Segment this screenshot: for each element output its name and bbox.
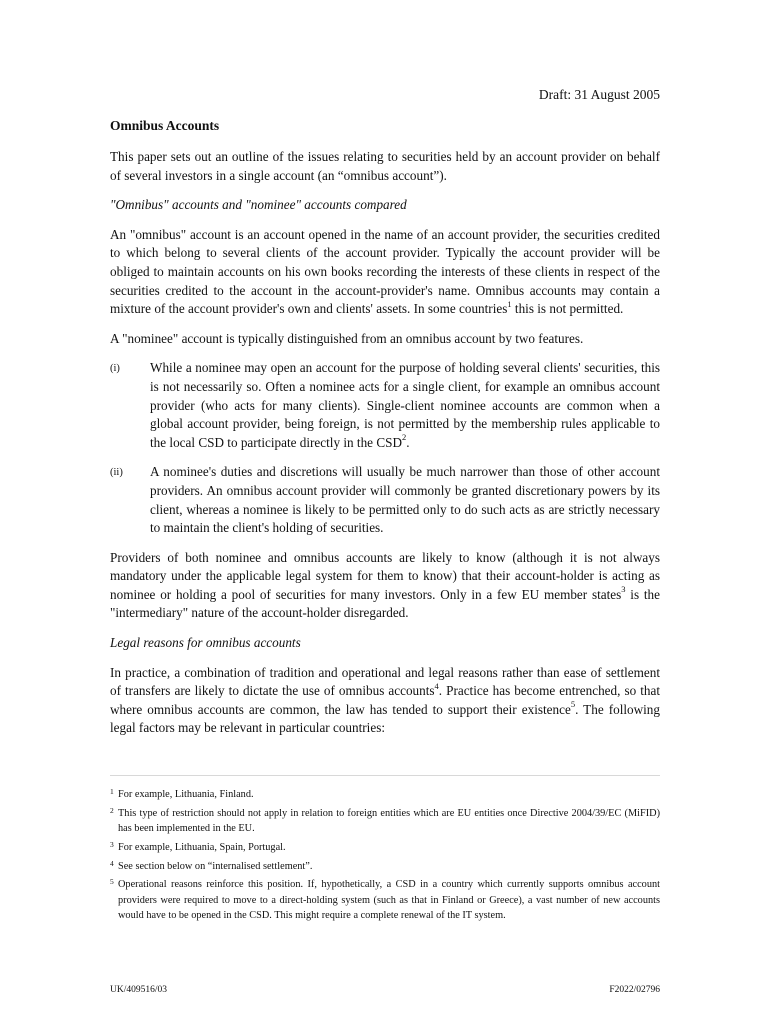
section-heading-legal-reasons: Legal reasons for omnibus accounts <box>110 635 301 651</box>
list-item-number: (ii) <box>110 467 123 479</box>
list-item-number: (i) <box>110 363 120 375</box>
list-item-body: While a nominee may open an account for the purpose of holding several clients' securities, this is not necessarily so. Often a nominee acts for a single client, for example an omnibus account provider (who acts for many clients). Single-client nominee accounts are common when a global account provider, being foreign, is not permitted by the membership rules applicable to the local CSD to participate directly in the CSD <box>150 360 660 450</box>
footnote-number: 1 <box>110 787 114 796</box>
list-item-body: A nominee's duties and discretions will usually be much narrower than those of other account providers. An omnibus account provider will commonly be granted discretionary powers by its client, whereas a nominee is likely to be permitted only to do such acts as are strictly necessary to maintain the client's holding of securities. <box>150 464 660 536</box>
footnote <box>110 806 660 837</box>
footnote-divider <box>110 775 660 776</box>
footnote-text: For example, Lithuania, Spain, Portugal. <box>118 841 286 853</box>
footnote-ref[interactable]: 3 <box>621 584 626 595</box>
footnote-text: Operational reasons reinforce this position. If, hypothetically, a CSD in a country which currently supports omnibus account providers were required to move to a direct-holding system (such as that in Finland or Greece), a vast number of new accounts would have to be opened in the CSD. This might require a complete renewal of the IT system. <box>118 879 660 922</box>
footnote-text: See section below on “internalised settlement”. <box>118 860 313 872</box>
document-title: Omnibus Accounts <box>110 118 220 133</box>
paragraph-text: this is not permitted. <box>511 301 624 317</box>
footnote-number: 5 <box>110 877 114 887</box>
footnotes <box>110 787 660 927</box>
paragraph-text: . The following legal factors may be relevant in particular countries: <box>110 701 660 736</box>
list-item-text <box>150 359 660 452</box>
paragraph-text: Providers of both nominee and omnibus accounts are likely to know (although it is not always mandatory under the applicable legal system for them to know) that their account-holder is acting as nominee or holding a pool of securities for many investors. Only in a few EU member states <box>110 549 660 602</box>
footer-document-reference: UK/409516/03 <box>110 985 167 995</box>
document-body <box>110 148 660 749</box>
footnote-text: For example, Lithuania, Finland. <box>118 789 254 800</box>
footnote-ref[interactable]: 2 <box>401 432 407 443</box>
section-heading-compared: "Omnibus" accounts and "nominee" accounts compared <box>110 197 407 213</box>
footnote-number: 2 <box>110 805 114 815</box>
nominee-intro-paragraph: A "nominee" account is typically distinguished from an omnibus account by two features. <box>110 330 584 346</box>
footer-file-reference: F2022/02796 <box>609 985 660 995</box>
footnote-text: This type of restriction should not apply in relation to foreign entities which are EU entities once Directive 2004/39/EC (MiFID) has been implemented in the EU. <box>118 807 660 835</box>
legal-reasons-paragraph <box>110 664 660 738</box>
list-item-end: . <box>406 434 410 450</box>
footnote-ref[interactable]: 4 <box>434 680 439 691</box>
footnote <box>110 877 660 923</box>
intro-paragraph: This paper sets out an outline of the issues relating to securities held by an account provider on behalf of several investors in a single account (an “omnibus account”). <box>110 149 660 183</box>
omnibus-definition-paragraph <box>110 226 660 319</box>
footnote-number: 4 <box>110 858 114 868</box>
providers-paragraph <box>110 549 660 623</box>
footnote <box>110 787 660 802</box>
list-item <box>110 463 660 537</box>
footnote-ref[interactable]: 1 <box>507 298 512 309</box>
footnote <box>110 859 660 874</box>
footnote-number: 3 <box>110 839 114 849</box>
draft-date: Draft: 31 August 2005 <box>538 87 660 102</box>
paragraph-text: In practice, a combination of tradition and operational and legal reasons rather than ease of settlement of transfers are likely to dictate the use of omnibus accounts <box>110 664 660 699</box>
footnote <box>110 840 660 855</box>
list-item-text <box>150 463 660 537</box>
paragraph-text: . Practice has become entrenched, so that where omnibus accounts are common, the law has tended to support their existence <box>110 683 660 717</box>
list-item <box>110 359 660 452</box>
footnote-ref[interactable]: 5 <box>570 699 576 710</box>
paragraph-text: An "omnibus" account is an account opened in the name of an account provider, the securities credited to which belong to several clients of the account provider. Typically the account provider will be obliged to maintain accounts on his own books recording the interests of these clients in respect of the securities credited to the account in the account-provider's name. Omnibus accounts may contain a mixture of the account provider's own and clients' assets. In some countries <box>110 226 660 317</box>
paragraph-text: is the "intermediary" nature of the account-holder disregarded. <box>110 586 660 621</box>
